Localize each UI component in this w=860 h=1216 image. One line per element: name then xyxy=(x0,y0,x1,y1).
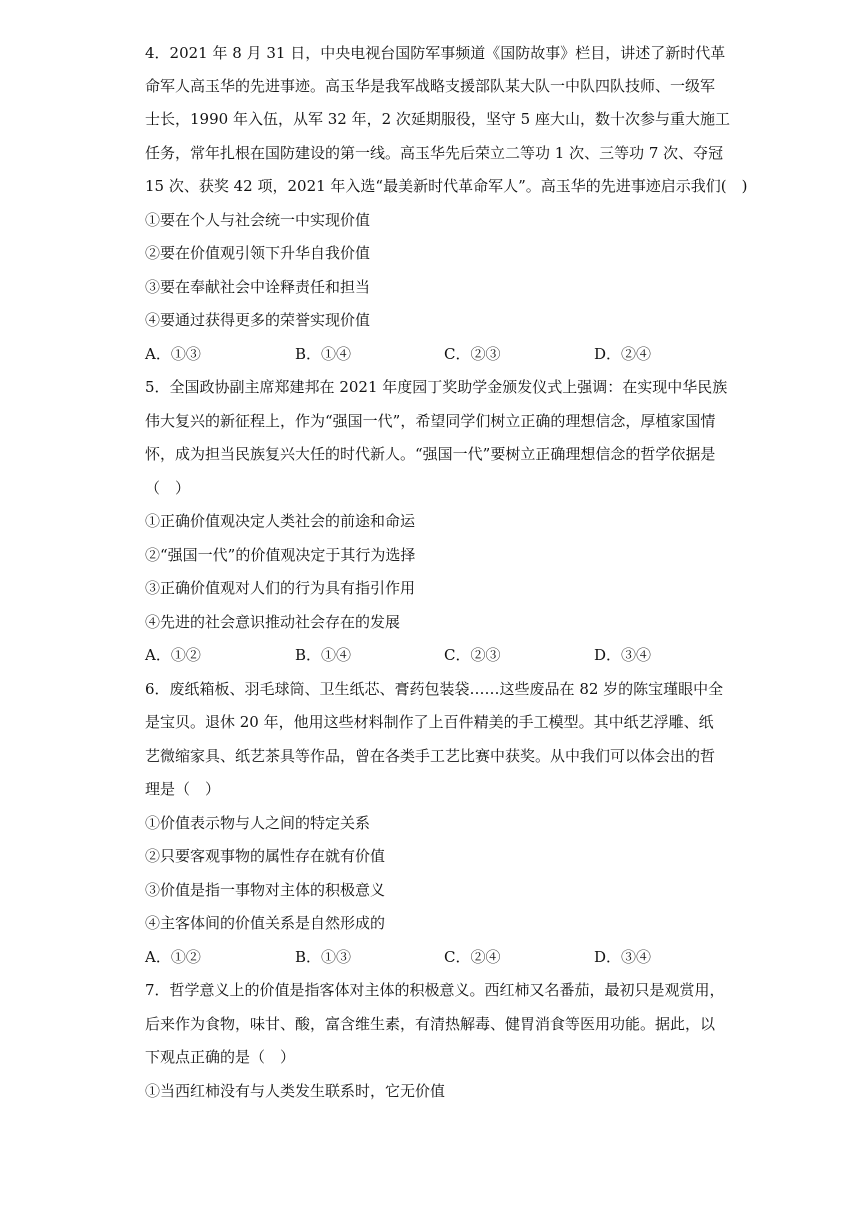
option-b[interactable]: B．①③ xyxy=(295,948,352,966)
question-stem-line: 5．全国政协副主席郑建邦在 2021 年度园丁奖助学金颁发仪式上强调：在实现中华民族 xyxy=(145,378,728,396)
question-stem-line: 任务，常年扎根在国防建设的第一线。高玉华先后荣立二等功 1 次、三等功 7 次、夺冠 xyxy=(145,144,724,162)
question-stem-line: （ ） xyxy=(145,479,191,497)
statement-item: ②“强国一代”的价值观决定于其行为选择 xyxy=(145,546,416,564)
option-b[interactable]: B．①④ xyxy=(295,345,352,363)
question-stem-line: 理是（ ） xyxy=(145,780,221,798)
answer-options xyxy=(145,645,745,665)
question-stem-line: 6．废纸箱板、羽毛球筒、卫生纸芯、膏药包装袋……这些废品在 82 岁的陈宝瑾眼中全 xyxy=(145,680,724,698)
question-stem-line: 士长，1990 年入伍，从军 32 年，2 次延期服役，坚守 5 座大山，数十次参与重大施工 xyxy=(145,110,730,128)
statement-item: ①正确价值观决定人类社会的前途和命运 xyxy=(145,512,416,530)
question-stem-line: 4．2021 年 8 月 31 日，中央电视台国防军事频道《国防故事》栏目，讲述了新时代革 xyxy=(145,44,726,62)
question-stem-line: 艺微缩家具、纸艺茶具等作品，曾在各类手工艺比赛中获奖。从中我们可以体会出的哲 xyxy=(145,747,716,765)
question-stem-line: 下观点正确的是（ ） xyxy=(145,1048,296,1066)
statement-item: ③价值是指一事物对主体的积极意义 xyxy=(145,881,386,899)
question-stem-line: 怀，成为担当民族复兴大任的时代新人。“强国一代”要树立正确理想信念的哲学依据是 xyxy=(145,445,716,463)
option-c[interactable]: C．②④ xyxy=(444,948,501,966)
option-c[interactable]: C．②③ xyxy=(444,345,501,363)
statement-item: ③正确价值观对人们的行为具有指引作用 xyxy=(145,579,416,597)
statement-item: ①要在个人与社会统一中实现价值 xyxy=(145,211,371,229)
question-stem-line: 是宝贝。退休 20 年，他用这些材料制作了上百件精美的手工模型。其中纸艺浮雕、纸 xyxy=(145,713,714,731)
option-d[interactable]: D．②④ xyxy=(594,345,652,363)
option-a[interactable]: A．①③ xyxy=(145,345,201,363)
answer-options xyxy=(145,344,745,364)
option-a[interactable]: A．①② xyxy=(145,646,201,664)
statement-item: ③要在奉献社会中诠释责任和担当 xyxy=(145,278,371,296)
statement-item: ①当西红柿没有与人类发生联系时，它无价值 xyxy=(145,1082,446,1100)
statement-item: ②要在价值观引领下升华自我价值 xyxy=(145,244,371,262)
statement-item: ①价值表示物与人之间的特定关系 xyxy=(145,814,371,832)
statement-item: ④要通过获得更多的荣誉实现价值 xyxy=(145,311,371,329)
option-d[interactable]: D．③④ xyxy=(594,646,652,664)
option-c[interactable]: C．②③ xyxy=(444,646,501,664)
statement-item: ④主客体间的价值关系是自然形成的 xyxy=(145,914,386,932)
question-stem-line: 7．哲学意义上的价值是指客体对主体的积极意义。西红柿又名番茄，最初只是观赏用， xyxy=(145,981,725,999)
statement-item: ④先进的社会意识推动社会存在的发展 xyxy=(145,613,401,631)
question-stem-line: 伟大复兴的新征程上，作为“强国一代”，希望同学们树立正确的理想信念，厚植家国情 xyxy=(145,412,716,430)
option-d[interactable]: D．③④ xyxy=(594,948,652,966)
question-stem-line: 命军人高玉华的先进事迹。高玉华是我军战略支援部队某大队一中队四队技师、一级军 xyxy=(145,77,716,95)
question-stem-line: 后来作为食物，味甘、酸，富含维生素，有清热解毒、健胃消食等医用功能。据此，以 xyxy=(145,1015,716,1033)
option-b[interactable]: B．①④ xyxy=(295,646,352,664)
statement-item: ②只要客观事物的属性存在就有价值 xyxy=(145,847,386,865)
answer-options xyxy=(145,947,745,967)
option-a[interactable]: A．①② xyxy=(145,948,201,966)
question-stem-line: 15 次、获奖 42 项，2021 年入选“最美新时代革命军人”。高玉华的先进事迹启示我们( ) xyxy=(145,177,748,195)
